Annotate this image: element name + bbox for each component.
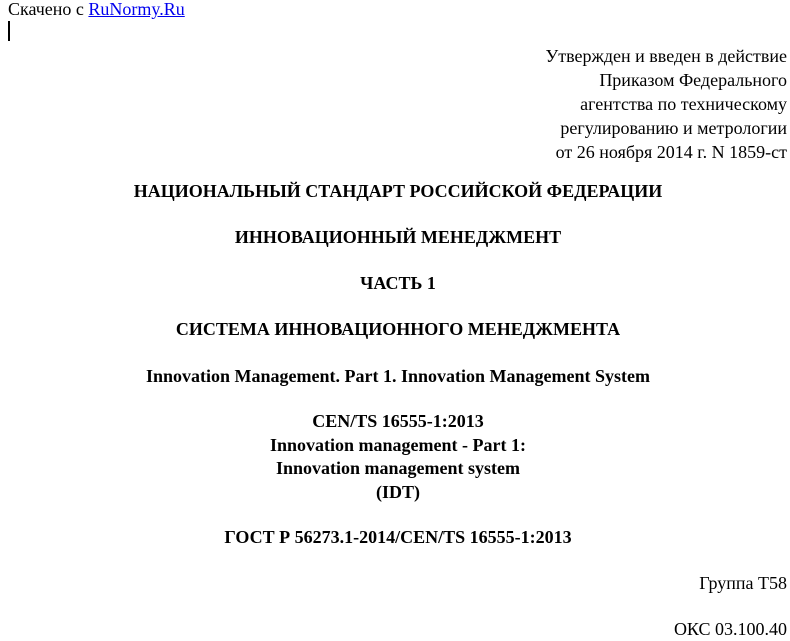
idt-marker: (IDT) <box>376 481 420 502</box>
gost-number: ГОСТ Р 56273.1-2014/CEN/TS 16555-1:2013 <box>224 527 572 547</box>
source-link[interactable]: RuNormy.Ru <box>88 0 185 19</box>
cen-block <box>0 410 790 504</box>
part-heading: ЧАСТЬ 1 <box>360 273 436 293</box>
approval-line: регулированию и метрологии <box>560 118 787 138</box>
cen-title-line: Innovation management system <box>275 458 520 478</box>
approval-line: Утвержден и введен в действие <box>545 46 787 66</box>
english-title: Innovation Management. Part 1. Innovation Management System <box>146 366 650 386</box>
source-line <box>8 0 185 21</box>
oks-code: ОКС 03.100.40 <box>673 619 787 639</box>
approval-line: агентства по техническому <box>580 94 787 114</box>
document-subtitle: СИСТЕМА ИННОВАЦИОННОГО МЕНЕДЖМЕНТА <box>175 319 621 339</box>
approval-line: от 26 ноября 2014 г. N 1859-ст <box>555 142 787 162</box>
source-prefix: Скачено с <box>8 0 89 19</box>
cen-designation: CEN/TS 16555-1:2013 <box>312 411 484 431</box>
text-cursor <box>8 21 10 41</box>
document-title: ИННОВАЦИОННЫЙ МЕНЕДЖМЕНТ <box>234 227 562 247</box>
group-code: Группа Т58 <box>699 573 787 593</box>
standard-type-heading: НАЦИОНАЛЬНЫЙ СТАНДАРТ РОССИЙСКОЙ ФЕДЕРАЦИИ <box>133 181 663 201</box>
approval-line: Приказом Федерального <box>599 70 787 90</box>
cen-title-line: Innovation management - Part 1: <box>270 434 526 455</box>
approval-block <box>545 44 787 164</box>
